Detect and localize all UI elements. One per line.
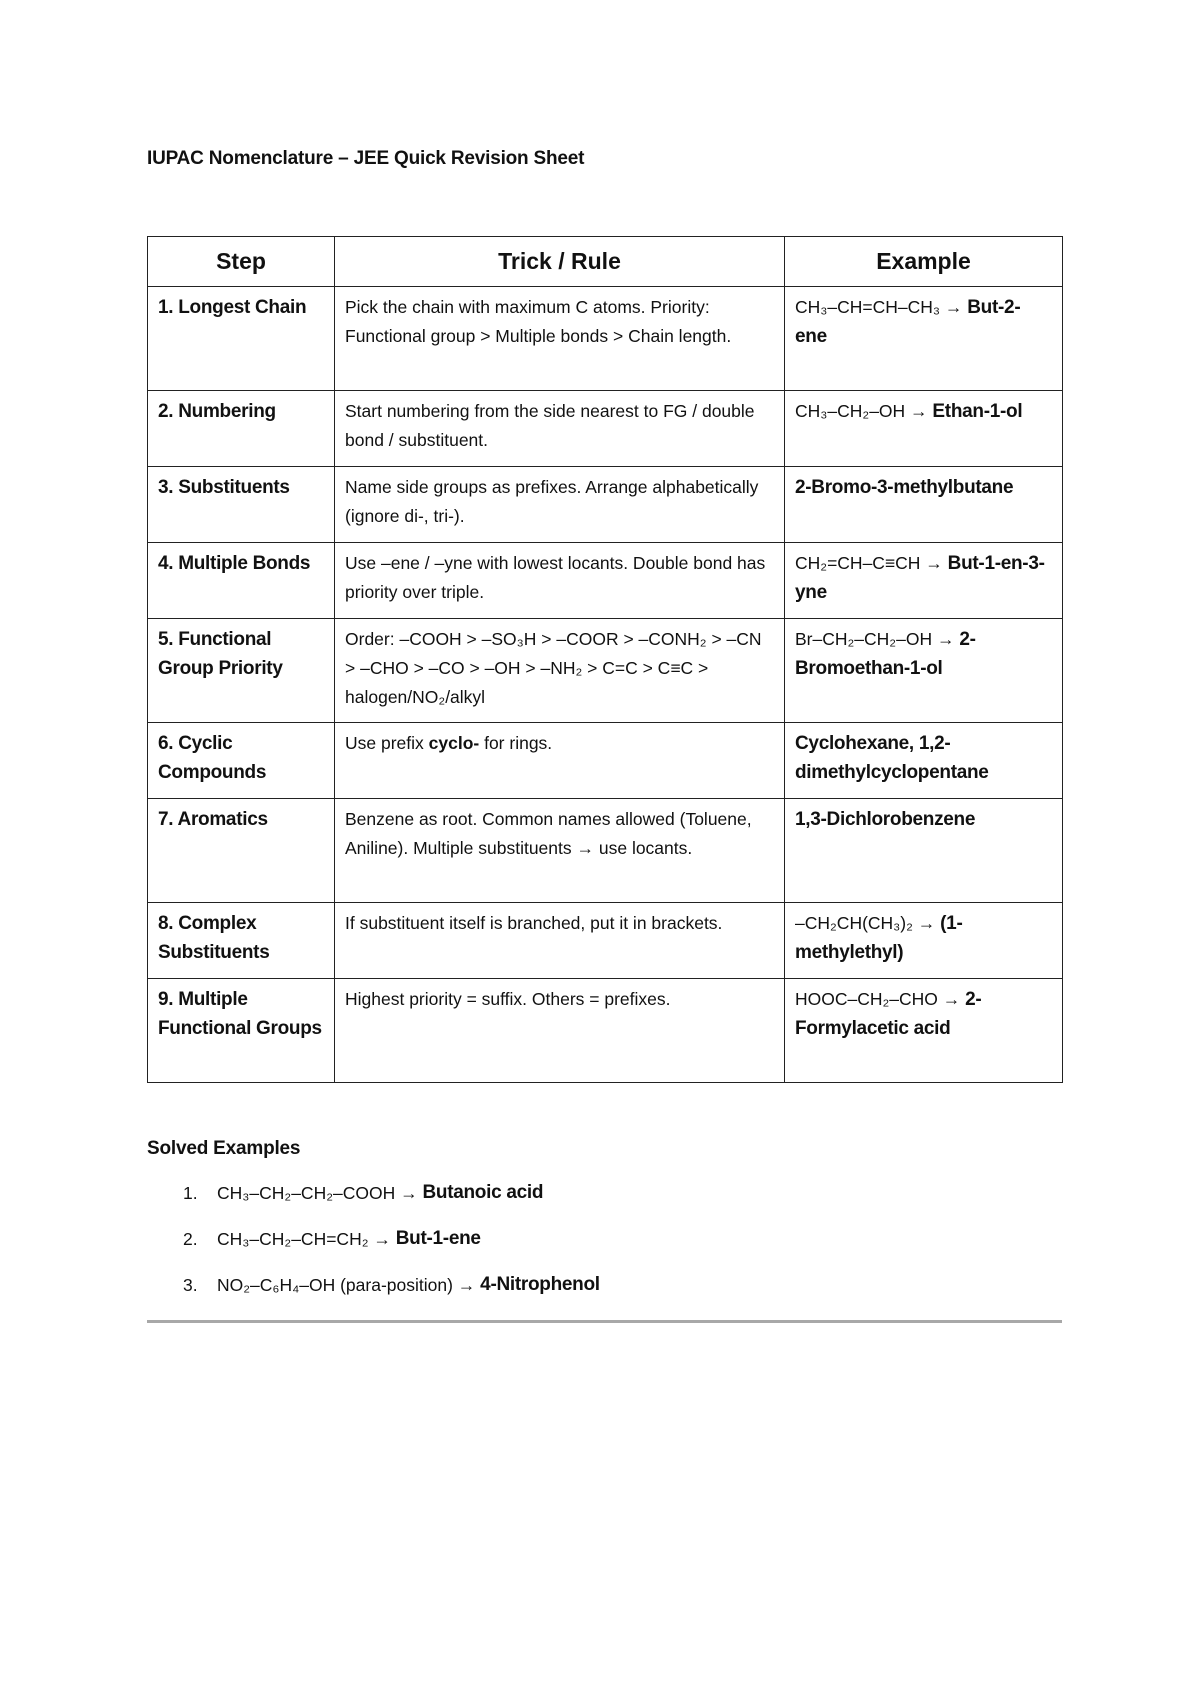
solved-name: Butanoic acid [422, 1182, 544, 1203]
step-cell: 6. Cyclic Compounds [148, 723, 335, 799]
table-header-row [148, 237, 1063, 287]
solved-examples-list [147, 1170, 1047, 1308]
step-cell: 4. Multiple Bonds [148, 543, 335, 619]
example-formula: –CH₂CH(CH₃)₂ → [795, 913, 941, 933]
table-row [148, 467, 1063, 543]
table-row [148, 391, 1063, 467]
example-name: But-2-ene [795, 297, 1021, 347]
example-name: Cyclohexane, 1,2-dimethylcyclopentane [795, 733, 989, 783]
example-formula: HOOC–CH₂–CHO → [795, 989, 966, 1009]
example-name: 1,3-Dichlorobenzene [795, 809, 976, 830]
table-row [148, 979, 1063, 1083]
solved-formula: CH₃–CH₂–CH₂–COOH → [217, 1183, 418, 1203]
example-cell [785, 391, 1063, 467]
solved-formula: NO₂–C₆H₄–OH (para-position) → [217, 1275, 476, 1295]
table-row [148, 903, 1063, 979]
rule-cell: Highest priority = suffix. Others = prefixes. [335, 979, 785, 1083]
example-cell [785, 287, 1063, 391]
example-cell [785, 799, 1063, 903]
header-step: Step [148, 237, 335, 287]
step-cell: 9. Multiple Functional Groups [148, 979, 335, 1083]
step-cell: 1. Longest Chain [148, 287, 335, 391]
rule-cell: Name side groups as prefixes. Arrange alphabetically (ignore di-, tri-). [335, 467, 785, 543]
rule-cell: Use –ene / –yne with lowest locants. Double bond has priority over triple. [335, 543, 785, 619]
example-name: But-1-en-3-yne [795, 553, 1045, 603]
header-example: Example [785, 237, 1063, 287]
example-name: 2-Bromoethan-1-ol [795, 629, 976, 679]
example-name: (1-methylethyl) [795, 913, 963, 963]
rule-cell [335, 723, 785, 799]
table-row [148, 723, 1063, 799]
table-row [148, 799, 1063, 903]
rule-text: for rings. [479, 733, 553, 753]
step-cell: 3. Substituents [148, 467, 335, 543]
table-row [148, 619, 1063, 723]
table-row [148, 287, 1063, 391]
solved-examples-heading: Solved Examples [147, 1138, 301, 1159]
horizontal-divider [147, 1320, 1062, 1323]
example-formula: CH₃–CH₂–OH → [795, 401, 933, 421]
step-cell: 7. Aromatics [148, 799, 335, 903]
list-item [147, 1262, 1047, 1308]
example-name: Ethan-1-ol [932, 401, 1023, 422]
list-number: 2. [183, 1229, 198, 1249]
rule-emphasis: cyclo- [428, 733, 480, 753]
example-cell [785, 903, 1063, 979]
list-item [147, 1216, 1047, 1262]
solved-name: 4-Nitrophenol [480, 1274, 600, 1295]
header-rule: Trick / Rule [335, 237, 785, 287]
example-formula: CH₃–CH=CH–CH₃ → [795, 297, 968, 317]
example-formula: CH₂=CH–C≡CH → [795, 553, 948, 573]
table-row [148, 543, 1063, 619]
example-name: 2-Bromo-3-methylbutane [795, 477, 1014, 498]
rule-cell: Start numbering from the side nearest to FG / double bond / substituent. [335, 391, 785, 467]
rule-cell: Pick the chain with maximum C atoms. Priority: Functional group > Multiple bonds > Chain length. [335, 287, 785, 391]
rule-text: Use prefix [345, 733, 429, 753]
example-cell [785, 543, 1063, 619]
rule-cell: Benzene as root. Common names allowed (Toluene, Aniline). Multiple substituents → use locants. [335, 799, 785, 903]
list-item [147, 1170, 1047, 1216]
nomenclature-table [147, 236, 1063, 1083]
example-cell [785, 467, 1063, 543]
page-title: IUPAC Nomenclature – JEE Quick Revision Sheet [147, 148, 585, 169]
example-name: 2-Formylacetic acid [795, 989, 982, 1039]
step-cell: 8. Complex Substituents [148, 903, 335, 979]
example-cell [785, 723, 1063, 799]
rule-cell: If substituent itself is branched, put it in brackets. [335, 903, 785, 979]
solved-formula: CH₃–CH₂–CH=CH₂ → [217, 1229, 391, 1249]
example-cell [785, 979, 1063, 1083]
list-number: 1. [183, 1183, 198, 1203]
solved-name: But-1-ene [395, 1228, 481, 1249]
example-cell [785, 619, 1063, 723]
rule-cell: Order: –COOH > –SO₃H > –COOR > –CONH₂ > –CN > –CHO > –CO > –OH > –NH₂ > C=C > C≡C > halogen/NO₂/alkyl [335, 619, 785, 723]
step-cell: 5. Functional Group Priority [148, 619, 335, 723]
step-cell: 2. Numbering [148, 391, 335, 467]
list-number: 3. [183, 1275, 198, 1295]
example-formula: Br–CH₂–CH₂–OH → [795, 629, 960, 649]
